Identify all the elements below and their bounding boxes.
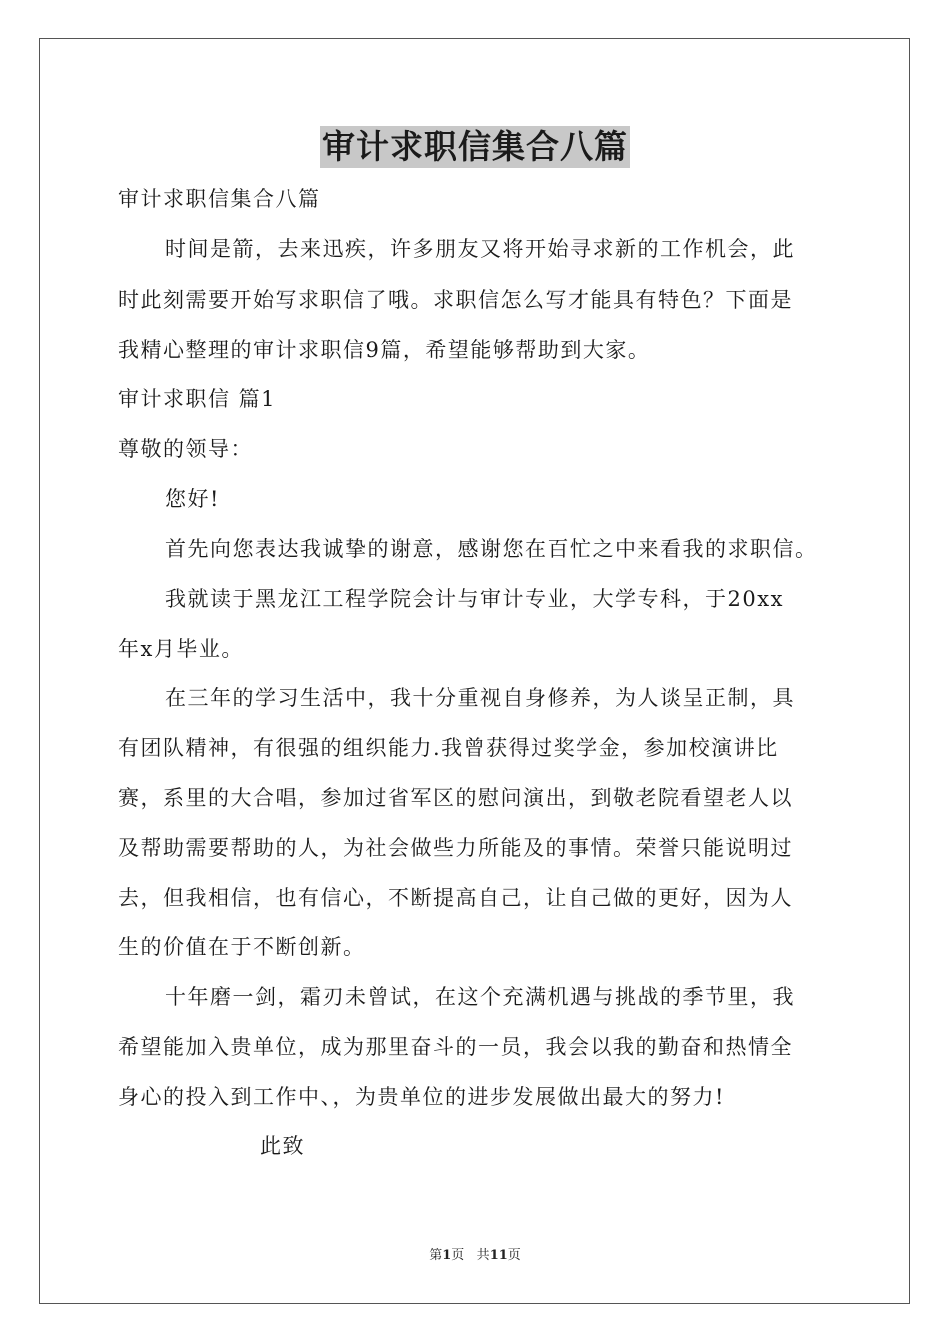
paragraph-line: 希望能加入贵单位，成为那里奋斗的一员，我会以我的勤奋和热情全 — [118, 1035, 793, 1059]
title-container — [0, 126, 950, 168]
footer-page-suffix: 页 — [451, 1248, 465, 1263]
footer-total-suffix: 页 — [507, 1248, 521, 1263]
footer-total-prefix: 共 — [476, 1248, 490, 1263]
paragraph-line: 首先向您表达我诚挚的谢意，感谢您在百忙之中来看我的求职信。 — [165, 537, 818, 561]
paragraph-line: 身心的投入到工作中、，为贵单位的进步发展做出最大的努力! — [118, 1085, 725, 1109]
document-title: 审计求职信集合八篇 — [322, 127, 628, 166]
page-footer — [0, 1248, 950, 1264]
page-border — [39, 38, 910, 1304]
salutation: 尊敬的领导： — [118, 437, 253, 461]
paragraph-line: 我就读于黑龙江工程学院会计与审计专业，大学专科，于20xx — [165, 587, 784, 611]
subtitle-line: 审计求职信集合八篇 — [118, 187, 321, 211]
paragraph-line: 十年磨一剑，霜刃未曾试，在这个充满机遇与挑战的季节里，我 — [165, 985, 795, 1009]
closing: 此致 — [260, 1134, 305, 1158]
footer-page-prefix: 第 — [429, 1248, 443, 1263]
paragraph-line: 赛，系里的大合唱，参加过省军区的慰问演出，到敬老院看望老人以 — [118, 786, 793, 810]
paragraph-line: 时间是箭，去来迅疾，许多朋友又将开始寻求新的工作机会，此 — [165, 237, 795, 261]
paragraph-line: 生的价值在于不断创新。 — [118, 935, 366, 959]
paragraph-line: 年x月毕业。 — [118, 637, 244, 661]
footer-total-number: 11 — [489, 1248, 508, 1263]
greeting: 您好! — [165, 487, 220, 511]
paragraph-line: 时此刻需要开始写求职信了哦。求职信怎么写才能具有特色？下面是 — [118, 288, 793, 312]
footer-page-number: 1 — [442, 1248, 452, 1263]
paragraph-line: 及帮助需要帮助的人，为社会做些力所能及的事情。荣誉只能说明过 — [118, 836, 793, 860]
paragraph-line: 去，但我相信，也有信心，不断提高自己，让自己做的更好，因为人 — [118, 886, 793, 910]
paragraph-line: 在三年的学习生活中，我十分重视自身修养，为人谈呈正制，具 — [165, 686, 795, 710]
paragraph-line: 有团队精神，有很强的组织能力.我曾获得过奖学金，参加校演讲比 — [118, 736, 779, 760]
paragraph-line: 我精心整理的审计求职信9篇，希望能够帮助到大家。 — [118, 338, 651, 362]
section-heading: 审计求职信 篇1 — [118, 387, 277, 411]
